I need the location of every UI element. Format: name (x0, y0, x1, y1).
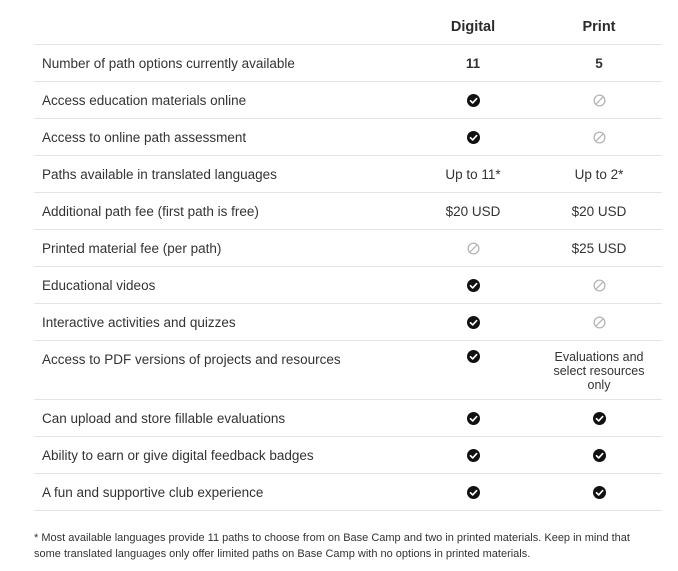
feature-label: Additional path fee (first path is free) (42, 203, 259, 219)
digital-cell (410, 167, 536, 182)
digital-cell (410, 131, 536, 144)
digital-cell (410, 449, 536, 462)
table-row (34, 437, 662, 474)
print-value: Up to 2* (574, 166, 624, 182)
not-available-icon (593, 131, 606, 144)
table-row (34, 474, 662, 511)
table-header-row (34, 10, 662, 45)
check-circle-icon (467, 94, 480, 107)
not-available-icon (593, 94, 606, 107)
print-value: 5 (595, 55, 603, 71)
check-circle-icon (467, 486, 480, 499)
table-body (34, 45, 662, 511)
comparison-table (34, 10, 662, 511)
print-cell (536, 316, 662, 329)
print-value: $20 USD (571, 203, 627, 219)
print-cell (536, 449, 662, 462)
print-cell (536, 94, 662, 107)
digital-cell (410, 204, 536, 219)
table-row (34, 193, 662, 230)
print-cell (536, 412, 662, 425)
feature-label: Interactive activities and quizzes (42, 314, 236, 330)
print-cell (536, 167, 662, 182)
footnote: * Most available languages provide 11 paths to choose from on Base Camp and two in printed materials. Keep in mind that some translated languages only offer limited paths on Base Camp with no options in printed materials. (34, 532, 630, 560)
digital-column-header: Digital (450, 19, 496, 35)
table-row (34, 156, 662, 193)
print-value: Evaluations and select resources only (553, 350, 645, 392)
table-row (34, 341, 662, 400)
feature-column-header (34, 10, 410, 44)
table-row (34, 82, 662, 119)
feature-label: Printed material fee (per path) (42, 240, 222, 256)
check-circle-icon (467, 449, 480, 462)
feature-label: Access to online path assessment (42, 129, 247, 145)
feature-label: A fun and supportive club experience (42, 484, 264, 500)
print-value: $25 USD (571, 240, 627, 256)
table-row (34, 119, 662, 156)
not-available-icon (467, 242, 480, 255)
print-cell (536, 56, 662, 71)
print-cell (536, 486, 662, 499)
feature-label: Ability to earn or give digital feedback badges (42, 447, 314, 463)
check-circle-icon (593, 412, 606, 425)
check-circle-icon (593, 486, 606, 499)
digital-cell (410, 341, 536, 363)
digital-value: 11 (465, 55, 481, 71)
feature-label: Access education materials online (42, 92, 247, 108)
feature-label: Number of path options currently available (42, 55, 295, 71)
print-cell (536, 204, 662, 219)
print-column-header: Print (582, 19, 616, 35)
feature-label: Educational videos (42, 277, 156, 293)
not-available-icon (593, 279, 606, 292)
digital-cell (410, 94, 536, 107)
table-row (34, 304, 662, 341)
print-cell (536, 341, 662, 392)
not-available-icon (593, 316, 606, 329)
feature-label: Access to PDF versions of projects and resources (42, 352, 341, 367)
print-cell (536, 241, 662, 256)
check-circle-icon (467, 131, 480, 144)
check-circle-icon (467, 316, 480, 329)
check-circle-icon (467, 279, 480, 292)
digital-cell (410, 279, 536, 292)
feature-label: Paths available in translated languages (42, 166, 277, 182)
feature-label: Can upload and store fillable evaluations (42, 410, 286, 426)
digital-cell (410, 316, 536, 329)
digital-cell (410, 56, 536, 71)
check-circle-icon (593, 449, 606, 462)
check-circle-icon (467, 350, 480, 363)
digital-value: $20 USD (445, 203, 501, 219)
table-row (34, 230, 662, 267)
table-row (34, 267, 662, 304)
table-row (34, 400, 662, 437)
table-row (34, 45, 662, 82)
digital-value: Up to 11* (445, 166, 501, 182)
print-cell (536, 131, 662, 144)
check-circle-icon (467, 412, 480, 425)
print-cell (536, 279, 662, 292)
digital-cell (410, 412, 536, 425)
digital-cell (410, 486, 536, 499)
digital-cell (410, 242, 536, 255)
